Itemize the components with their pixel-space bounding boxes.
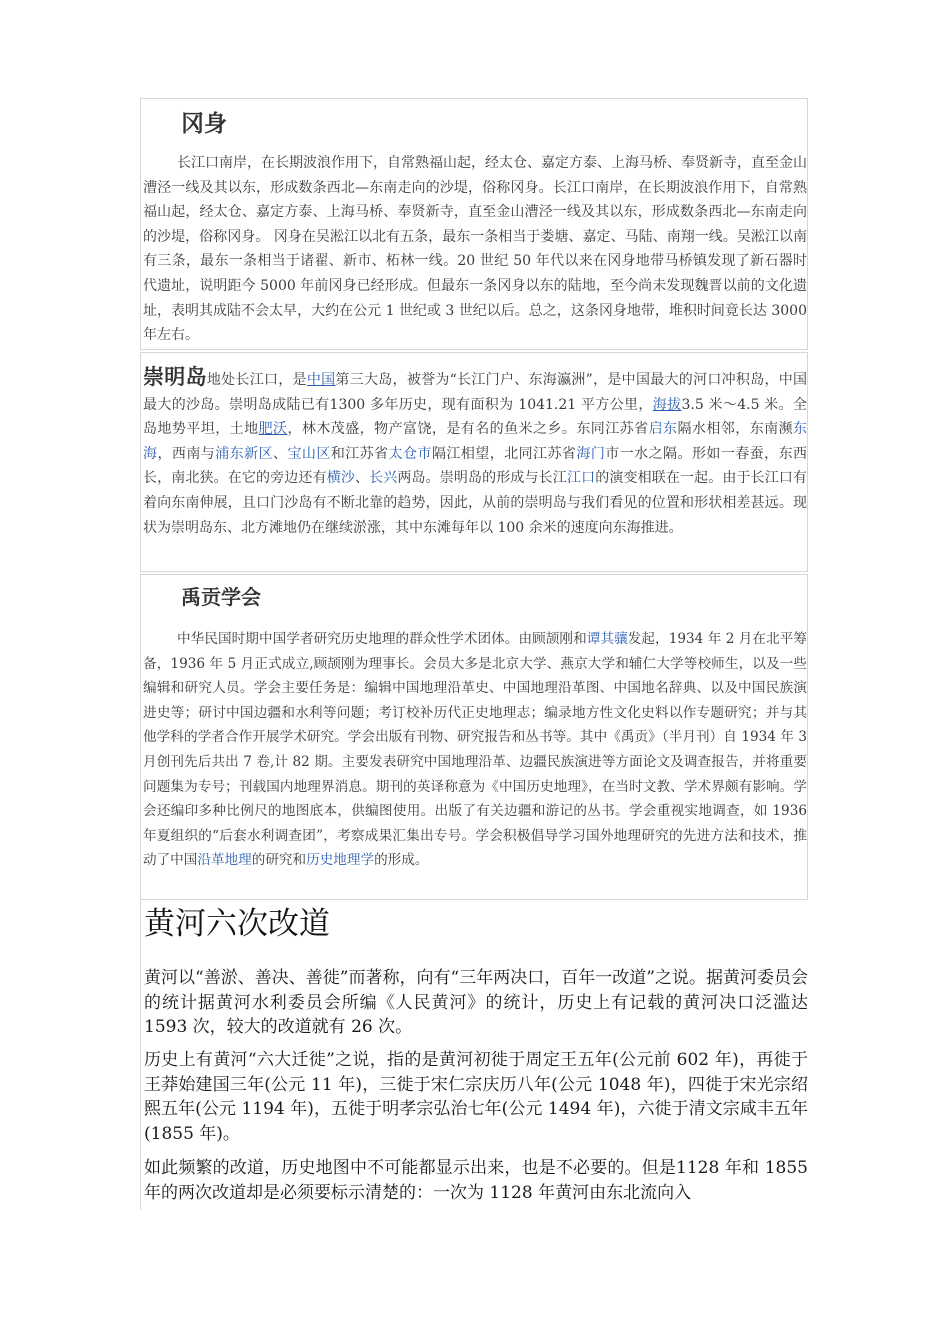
chongming-text-12: 两岛。崇明岛的形成与长江 [397,470,567,487]
chongming-text [143,365,809,540]
link-haimen[interactable]: 海门 [576,445,606,462]
chongming-text-8: 和江苏省 [330,445,389,462]
huanghe-para-3: 如此频繁的改道，历史地图中不可能都显示出来，也是不必要的。但是1128 年和 1855 年的两次改道却是必须要标示清楚的：一次为 1128 年黄河由东北流向入 [144,1158,808,1203]
link-taicang[interactable]: 太仓市 [388,445,432,462]
fenshen-section [140,98,808,350]
yugong-text-2: 发起，1934 年 2 月在北平筹备，1936 年 5 月正式成立,顾颉刚为理事长。会员大多是北京大学、燕京大学和辅仁大学等校师生，以及一些编辑和研究人员。学会主要任务是：编辑中国地理沿革史、中国地理沿革图、中国地名辞典、以及中国民族演进史等；研讨中国边疆和水利等问题；考订校补历代正史地理志；编录地方性文化史料以作专题研究；并与其他学科的学者合作开展学术研究。学会出版有刊物、研究报告和丛书等。其中《禹贡》（半月刊）自 1934 年 3 月创刊先后共出 7 卷,计 82 期。主要发表研究中国地理沿革、边疆民族演进等方面论文及调查报告，并将重要问题集为专号；刊载国内地理界消息。期刊的英译称意为《中国历史地理》，在当时文教、学术界颇有影响。学会还编印多种比例尺的地图底本，供编图使用。出版了有关边疆和游记的丛书。学会重视实地调查，如 1936 年夏组织的“后套水利调查团”，考察成果汇集出专号。学会积极倡导学习国外地理研究的先进方法和技术，推动了中国 [143,631,807,869]
link-qidong[interactable]: 启东 [648,421,678,438]
fenshen-title: 冈身 [181,111,227,137]
chongming-section [140,352,808,572]
chongming-title: 崇明岛 [143,365,207,389]
yugong-title: 禹贡学会 [181,585,261,609]
huanghe-para-1: 黄河以“善淤、善决、善徙”而著称，向有“三年两决口，百年一改道”之说。据黄河委员会的统计据黄河水利委员会所编《人民黄河》的统计，历史上有记载的黄河决口泛滥达 1593 次，较大的改道就有 26 次。 [144,968,808,1037]
yugong-text-3: 的研究和 [251,852,307,869]
link-lishi-dilixue[interactable]: 历史地理学 [306,852,375,869]
link-donghai[interactable]: 东海 [143,421,808,462]
yugong-text-1: 中华民国时期中国学者研究历史地理的群众性学术团体。由顾颉刚和 [177,631,587,647]
yugong-section [140,574,808,900]
huanghe-para-2: 历史上有黄河“六大迁徙”之说，指的是黄河初徙于周定王五年(公元前 602 年)，再徙于王莽始建国三年(公元 11 年)，三徙于宋仁宗庆历八年(公元 1048 年)，四徙于宋光宗绍熙五年(公元 1194 年)，五徙于明孝宗弘治七年(公元 1494 年)，六徙于清文宗咸丰五年(1855 年)。 [144,1050,808,1144]
link-feiwo[interactable]: 肥沃 [258,421,288,438]
link-hengsha[interactable]: 横沙 [326,470,355,487]
yugong-text [143,627,809,873]
chongming-text-9: 隔江相望，北同江苏省 [431,445,577,462]
chongming-text-5: 隔水相邻，东南濒 [677,421,794,438]
fenshen-text: 长江口南岸，在长期波浪作用下，自常熟福山起，经太仓、嘉定方泰、上海马桥、奉贤新寺，直至金山漕泾一线及其以东，形成数条西北—东南走向的沙堤，俗称冈身。长江口南岸，在长期波浪作用下，自常熟福山起，经太仓、嘉定方泰、上海马桥、奉贤新寺，直至金山漕泾一线及其以东，形成数条西北—东南走向的沙堤，俗称冈身。 冈身在吴淞江以北有五条，最东一条相当于娄塘、嘉定、马陆、南翔一线。吴淞江以南有三条，最东一条相当于诸翟、新市、柘林一线。20 世纪 50 年代以来在冈身地带马桥镇发现了新石器时代遗址，说明距今 5000 年前冈身已经形成。但最东一条冈身以东的陆地，至今尚未发现魏晋以前的文化遗址，表明其成陆不会太早，大约在公元 1 世纪或 3 世纪以后。总之，这条冈身地带，堆积时间竟长达 3000 年左右。 [143,155,807,344]
chongming-text-7: 、 [273,445,288,462]
chongming-text-4: ，林木茂盛，物产富饶，是有名的鱼米之乡。东同江苏省 [287,421,649,438]
link-changxing[interactable]: 长兴 [369,470,398,487]
chongming-text-3: 3.5 米～4.5 米。全岛地势平坦，土地 [143,396,808,438]
link-pudong[interactable]: 浦东新区 [215,445,274,462]
chongming-text-13: 的演变相联在一起。由于长江口有着向东南伸展，且口门沙岛有不断北靠的趋势，因此，从前的崇明岛与我们看见的位置和形状相差甚远。现状为崇明岛东、北方滩地仍在继续淤涨，其中东滩每年以 100 余米的速度向东海推进。 [143,470,808,536]
huanghe-title: 黄河六次改道 [144,906,330,942]
link-tanqixiang[interactable]: 谭其骧 [586,631,628,647]
chongming-text-2: 第三大岛，被誉为“长江门户、东海瀛洲”，是中国最大的河口冲积岛，中国最大的沙岛。崇明岛成陆已有1300 多年历史，现有面积为 1041.21 平方公里， [143,372,808,413]
chongming-text-10: 市一水之隔。形如一春蚕，东西长，南北狭。在它的旁边还有 [143,445,808,487]
link-jiangkou[interactable]: 江口 [566,470,596,487]
yugong-text-4: 的形成。 [374,852,429,869]
link-yange-dili[interactable]: 沿革地理 [197,852,252,869]
chongming-text-6: ，西南与 [157,445,216,462]
chongming-text-11: 、 [354,470,370,487]
link-haiba[interactable]: 海拔 [652,396,682,413]
link-zhongguo[interactable]: 中国 [306,372,336,388]
chongming-text-1: 地处长江口，是 [206,372,307,388]
huanghe-left-rule [140,900,141,1210]
link-baoshan[interactable]: 宝山区 [287,445,331,462]
